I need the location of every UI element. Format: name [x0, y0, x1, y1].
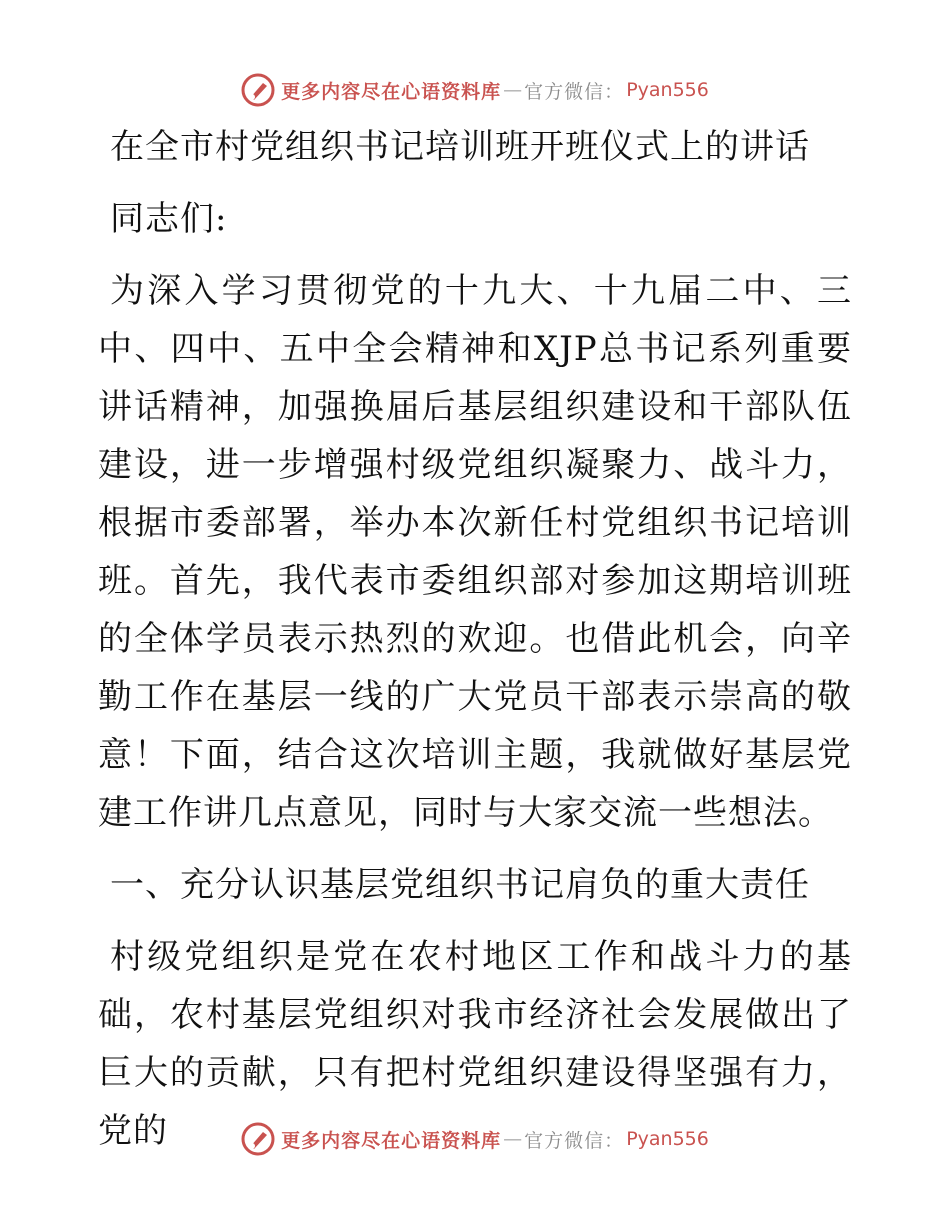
- watermark-official-label: 官方微信：: [524, 1129, 625, 1152]
- pen-seal-icon: [241, 1122, 275, 1156]
- section-heading-1: 一、充分认识基层党组织书记肩负的重大责任: [110, 865, 810, 905]
- document-title: 在全市村党组织书记培训班开班仪式上的讲话: [110, 127, 810, 167]
- footer-watermark: [0, 1119, 950, 1159]
- watermark-separator: —: [503, 1128, 523, 1150]
- salutation: 同志们:: [110, 199, 228, 239]
- watermark-wechat-id: Pyan556: [626, 1128, 709, 1150]
- watermark-wechat-id: Pyan556: [626, 79, 709, 101]
- document-body: [98, 118, 852, 1160]
- watermark-brand: 更多内容尽在心语资料库: [281, 80, 502, 103]
- paragraph-intro: 为深入学习贯彻党的十九大、十九届二中、三中、四中、五中全会精神和XJP总书记系列重要讲话精神，加强换届后基层组织建设和干部队伍建设，进一步增强村级党组织凝聚力、战斗力，根据市委部署，举办本次新任村党组织书记培训班。首先，我代表市委组织部对参加这期培训班的全体学员表示热烈的欢迎。也借此机会，向辛勤工作在基层一线的广大党员干部表示崇高的敬意！下面，结合这次培训主题，我就做好基层党建工作讲几点意见，同时与大家交流一些想法。: [98, 271, 852, 833]
- watermark-separator: —: [503, 79, 523, 101]
- pen-seal-icon: [241, 73, 275, 107]
- paragraph-section-1: 村级党组织是党在农村地区工作和战斗力的基础，农村基层党组织对我市经济社会发展做出了巨大的贡献，只有把村党组织建设得坚强有力，党的: [98, 937, 852, 1151]
- watermark-official-label: 官方微信：: [524, 80, 625, 103]
- watermark-brand: 更多内容尽在心语资料库: [281, 1129, 502, 1152]
- header-watermark: [0, 70, 950, 110]
